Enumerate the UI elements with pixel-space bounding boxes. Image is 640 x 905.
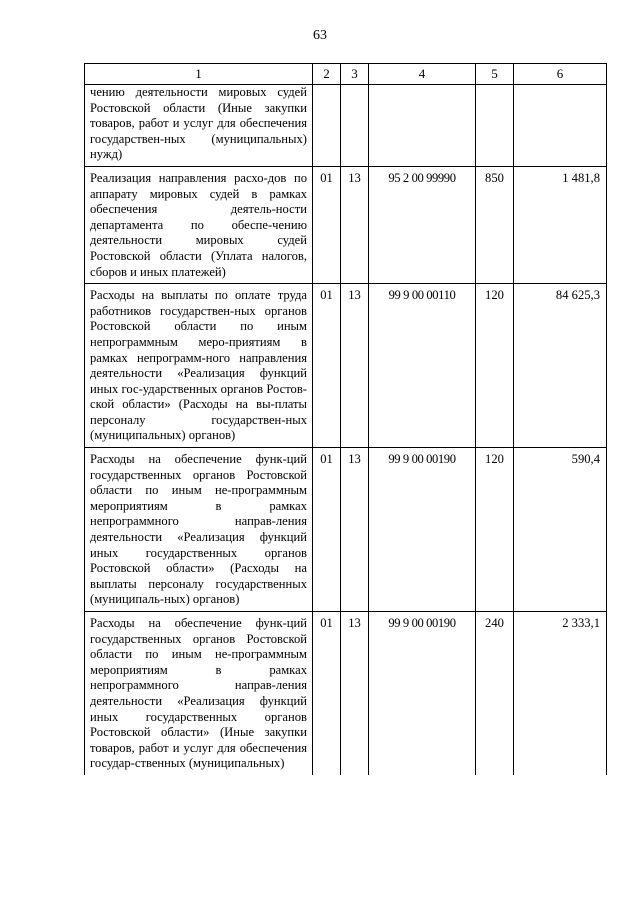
- table-row: [85, 612, 607, 775]
- row-amount: 1 481,8: [514, 166, 607, 283]
- row-subsection-code: 13: [341, 448, 369, 612]
- row-description: чению деятельности мировых судей Ростовской области (Иные закупки товаров, работ и услуг для обеспечения государствен-ных (муниципальных) нужд): [85, 85, 313, 167]
- row-expense-type: 120: [476, 448, 514, 612]
- row-amount: 590,4: [514, 448, 607, 612]
- row-subsection-code: 13: [341, 166, 369, 283]
- row-subsection-code: 13: [341, 612, 369, 775]
- row-section-code: [313, 85, 341, 167]
- row-expense-type: 120: [476, 284, 514, 448]
- row-target-article: 99 9 00 00110: [369, 284, 476, 448]
- column-header-1: 1: [85, 64, 313, 85]
- row-amount: [514, 85, 607, 167]
- row-section-code: 01: [313, 448, 341, 612]
- table-row: [85, 85, 607, 167]
- column-header-5: 5: [476, 64, 514, 85]
- row-subsection-code: [341, 85, 369, 167]
- table-row: [85, 284, 607, 448]
- row-description: Расходы на обеспечение функ-ций государственных органов Ростовской области по иным не-программным мероприятиям в рамках непрограммного направ-ления деятельности «Реализация функций иных государственных органов Ростовской области» (Расходы на выплаты персоналу государственных (муниципаль-ных) органов): [85, 448, 313, 612]
- row-subsection-code: 13: [341, 284, 369, 448]
- row-target-article: [369, 85, 476, 167]
- row-description: Реализация направления расхо-дов по аппарату мировых судей в рамках обеспечения деятель-ности департамента по обеспе-чению деятельности мировых судей Ростовской области (Уплата налогов, сборов и иных платежей): [85, 166, 313, 283]
- column-header-6: 6: [514, 64, 607, 85]
- table-row: [85, 166, 607, 283]
- row-description: Расходы на обеспечение функ-ций государственных органов Ростовской области по иным не-программным мероприятиям в рамках непрограммного направ-ления деятельности «Реализация функций иных государственных органов Ростовской области» (Иные закупки товаров, работ и услуг для обеспечения государ-ственных (муниципальных): [85, 612, 313, 775]
- row-amount: 84 625,3: [514, 284, 607, 448]
- budget-table: [84, 63, 607, 775]
- table-row: [85, 448, 607, 612]
- column-header-2: 2: [313, 64, 341, 85]
- page-number: 63: [313, 28, 327, 43]
- row-description: Расходы на выплаты по оплате труда работников государствен-ных органов Ростовской области по иным непрограммным меро-приятиям в рамках непрограмм-ного направления деятельности «Реализация функций иных гос-ударственных органов Ростов-ской области» (Расходы на вы-платы персоналу государствен-ных (муниципальных) органов): [85, 284, 313, 448]
- row-target-article: 99 9 00 00190: [369, 612, 476, 775]
- row-expense-type: 240: [476, 612, 514, 775]
- row-section-code: 01: [313, 284, 341, 448]
- column-number-header: [85, 64, 607, 85]
- row-section-code: 01: [313, 612, 341, 775]
- row-target-article: 99 9 00 00190: [369, 448, 476, 612]
- row-amount: 2 333,1: [514, 612, 607, 775]
- row-expense-type: [476, 85, 514, 167]
- column-header-3: 3: [341, 64, 369, 85]
- row-target-article: 95 2 00 99990: [369, 166, 476, 283]
- column-header-4: 4: [369, 64, 476, 85]
- row-expense-type: 850: [476, 166, 514, 283]
- row-section-code: 01: [313, 166, 341, 283]
